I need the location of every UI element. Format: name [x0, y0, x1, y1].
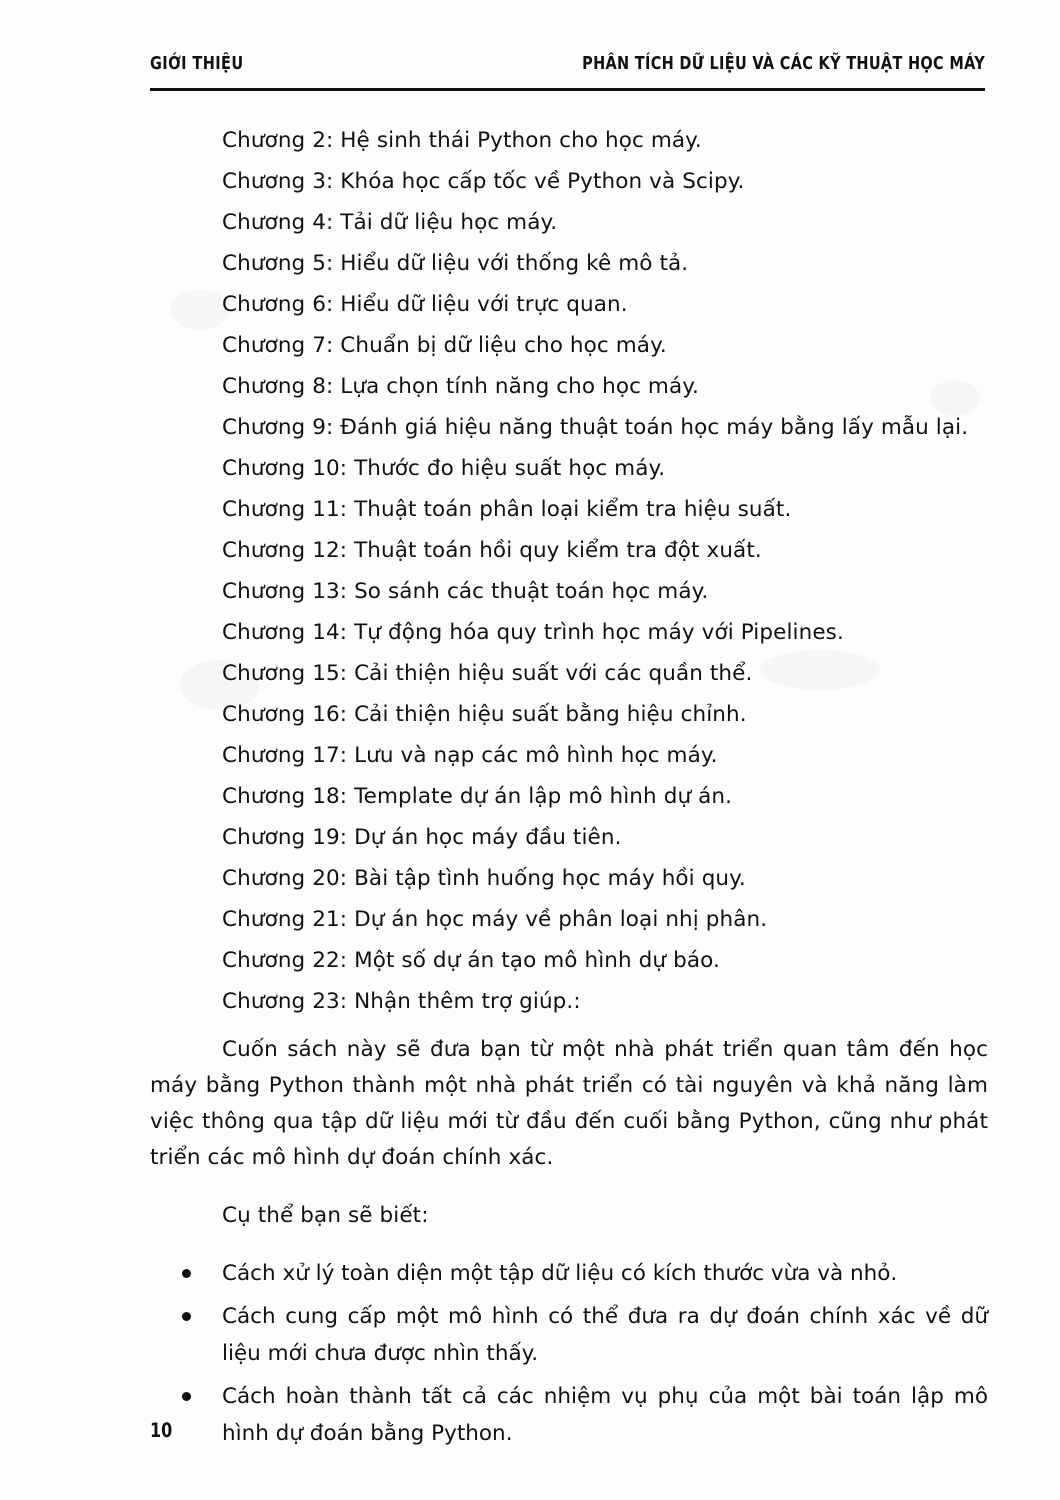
list-item	[150, 1378, 988, 1452]
chapter-list-item: Chương 16: Cải thiện hiệu suất bằng hiệu chỉnh.	[222, 702, 747, 727]
bullet-dot-icon	[182, 1312, 191, 1321]
chapter-list-item: Chương 2: Hệ sinh thái Python cho học máy.	[222, 128, 702, 153]
list-item-text: Cách hoàn thành tất cả các nhiệm vụ phụ của một bài toán lập mô hình dự đoán bằng Python.	[222, 1384, 988, 1446]
chapter-list-item: Chương 7: Chuẩn bị dữ liệu cho học máy.	[222, 333, 667, 358]
chapter-list-item: Chương 14: Tự động hóa quy trình học máy với Pipelines.	[222, 620, 844, 645]
bullet-list	[150, 1255, 988, 1452]
chapter-list-item: Chương 17: Lưu và nạp các mô hình học máy.	[222, 743, 718, 768]
running-head-right: PHÂN TÍCH DỮ LIỆU VÀ CÁC KỸ THUẬT HỌC MÁY	[582, 54, 985, 74]
list-item	[150, 1298, 988, 1372]
chapter-list-item: Chương 6: Hiểu dữ liệu với trực quan.	[222, 292, 628, 317]
chapter-list-item: Chương 13: So sánh các thuật toán học máy.	[222, 579, 709, 604]
chapter-list-item: Chương 12: Thuật toán hồi quy kiểm tra đột xuất.	[222, 538, 762, 563]
chapter-list-item: Chương 8: Lựa chọn tính năng cho học máy.	[222, 374, 699, 399]
header-rule	[150, 88, 985, 91]
list-item	[150, 1255, 988, 1292]
chapter-list-item: Chương 22: Một số dự án tạo mô hình dự báo.	[222, 948, 720, 973]
bullet-dot-icon	[182, 1269, 191, 1278]
running-head	[150, 54, 985, 74]
chapter-list-item: Chương 23: Nhận thêm trợ giúp.:	[222, 989, 581, 1014]
chapter-list-item: Chương 10: Thước đo hiệu suất học máy.	[222, 456, 666, 481]
chapter-list-item: Chương 15: Cải thiện hiệu suất với các quần thể.	[222, 661, 753, 686]
chapter-list-item: Chương 5: Hiểu dữ liệu với thống kê mô tả.	[222, 251, 689, 276]
intro-paragraph: Cuốn sách này sẽ đưa bạn từ một nhà phát triển quan tâm đến học máy bằng Python thành một nhà phát triển có tài nguyên và khả năng làm việc thông qua tập dữ liệu mới từ đầu đến cuối bằng Python, cũng như phát triển các mô hình dự đoán chính xác.	[150, 1037, 988, 1170]
chapter-list-item: Chương 4: Tải dữ liệu học máy.	[222, 210, 558, 235]
lead-in-paragraph: Cụ thể bạn sẽ biết:	[222, 1202, 429, 1228]
chapter-list-item: Chương 3: Khóa học cấp tốc về Python và Scipy.	[222, 169, 745, 194]
running-head-left: GIỚI THIỆU	[150, 54, 244, 74]
chapter-list-item: Chương 11: Thuật toán phân loại kiểm tra hiệu suất.	[222, 497, 792, 522]
chapter-list-item: Chương 20: Bài tập tình huống học máy hồi quy.	[222, 866, 746, 891]
chapter-list-item: Chương 18: Template dự án lập mô hình dự án.	[222, 784, 733, 809]
chapter-list-item: Chương 19: Dự án học máy đầu tiên.	[222, 825, 622, 850]
page-content	[150, 120, 988, 1468]
chapter-list-item: Chương 9: Đánh giá hiệu năng thuật toán học máy bằng lấy mẫu lại.	[222, 415, 969, 440]
list-item-text: Cách xử lý toàn diện một tập dữ liệu có kích thước vừa và nhỏ.	[222, 1261, 898, 1286]
page-number: 10	[150, 1419, 173, 1442]
chapter-list-item: Chương 21: Dự án học máy về phân loại nhị phân.	[222, 907, 768, 932]
bullet-dot-icon	[182, 1392, 191, 1401]
list-item-text: Cách cung cấp một mô hình có thể đưa ra dự đoán chính xác về dữ liệu mới chưa được nhìn thấy.	[222, 1304, 988, 1366]
